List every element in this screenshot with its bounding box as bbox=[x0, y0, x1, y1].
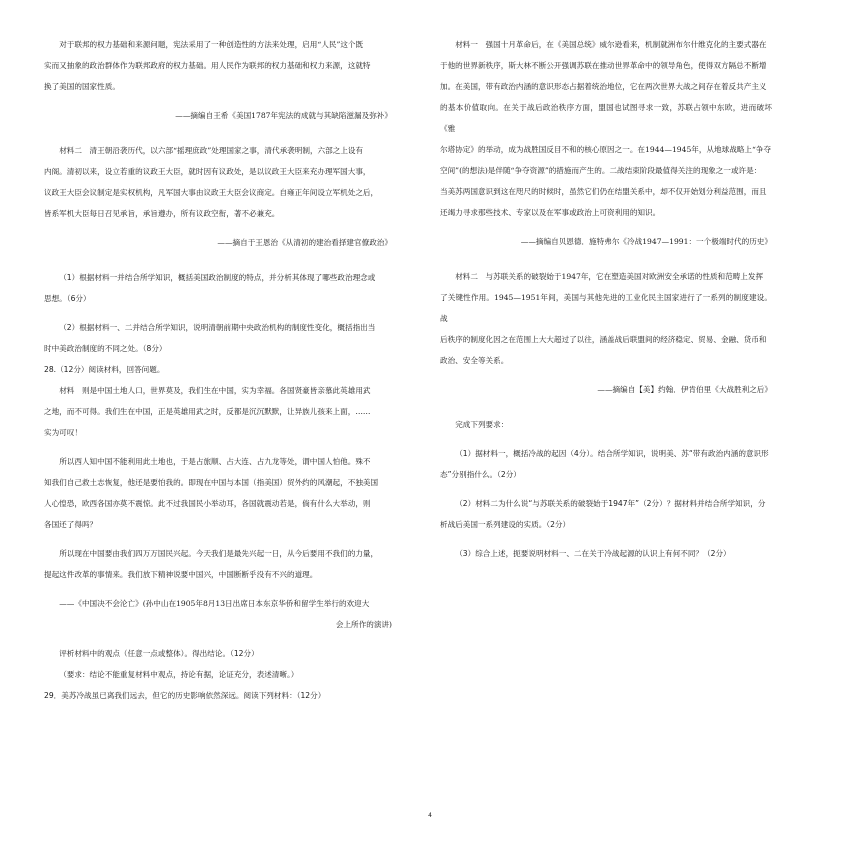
question-29-header: 29．美苏冷战虽已离我们远去，但它的历史影响依然深远。阅读下列材料：（12分） bbox=[44, 691, 326, 700]
material-2-line-4: 皆系军机大臣每日召见承旨，承旨遵办，所有议政空衔，著不必兼充。 bbox=[44, 209, 280, 218]
r-question-3: （3）综合上述，扼要说明材料一、二在关于冷战起源的认识上有何不同？（2分） bbox=[455, 549, 731, 558]
r-question-1-line-2: 态”分别指什么。（2分） bbox=[440, 470, 521, 479]
q28-material-line-3: 实为可叹！ bbox=[44, 428, 82, 437]
r-material-2-line-4: 政治、安全等关系。 bbox=[440, 356, 509, 365]
r-question-2-line-2: 析战后美国一系列建设的实质。（2分） bbox=[440, 520, 571, 529]
q28-requirement: （要求：结论不能重复材料中观点，持论有据，论证充分，表述清晰。） bbox=[59, 670, 299, 679]
q28-paragraph-2-line-1: 所以西人知中国不能利用此土地也，于是占旅顺、占大连、占九龙等处，谓中国人怕他。殊不 bbox=[59, 457, 371, 466]
r-source-citation-1: ——摘编自贝恩德．施特弗尔《冷战1947—1991：一个极端时代的历史》 bbox=[520, 237, 772, 246]
q28-material-line-1: 材料 则是中国土地人口，世界莫及，我们生在中国，实为幸福。各国贤豪皆亲慕此英雄用武 bbox=[59, 386, 371, 395]
q28-paragraph-3-line-1: 所以现在中国要由我们四万万国民兴起。今天我们是最先兴起一日，从今后要用不我们的力量， bbox=[59, 549, 379, 558]
q28-paragraph-2-line-4: 各国还了得吗？ bbox=[44, 520, 98, 529]
r-question-1-line-1: （1）据材料一，概括冷战的起因（4分）。结合所学知识，说明美、苏“带有政治内涵的意识形 bbox=[455, 449, 769, 458]
q28-paragraph-3-line-2: 提起这件改革的事情来。我们放下精神说要中国兴，中国断断乎没有不兴的道理。 bbox=[44, 570, 318, 579]
r-material-2-line-2: 了关键性作用。1945—1951年间，美国与其他先进的工业化民主国家进行了一系列的制度建设。战 bbox=[440, 293, 772, 323]
question-1-line-1: （1）根据材料一并结合所学知识，概括美国政治制度的特点，并分析其体现了哪些政治理念或 bbox=[59, 273, 376, 282]
paragraph-constitution-line-3: 换了美国的国家性质。 bbox=[44, 82, 120, 91]
r-material-1-line-4: 的基本价值取向。在关于战后政治秩序方面，盟国也试图寻求一致，苏联占领中东欧，进而破坏《雅 bbox=[440, 103, 772, 133]
material-2-line-2: 内阁。清初以来，设立若重的议政王大臣，就时因有议政处，是以议政王大臣来充办理军国大事， bbox=[44, 167, 371, 176]
r-material-1-line-3: 加。在美国，带有政治内涵的意识形态占据着统治地位，它在两次世界大战之间存在着反共产主义 bbox=[440, 82, 767, 91]
q28-material-line-2: 之地，而不可得。我们生在中国，正是英雄用武之时，反都是沉沉默默，让异族儿孩来上面，…… bbox=[44, 407, 371, 416]
r-material-2-line-3: 后秩序的制度化因之在范围上大大超过了以往，涵盖战后联盟间的经济稳定、贸易、金融、货币和 bbox=[440, 335, 767, 344]
paragraph-constitution-line-1: 对于联邦的权力基础和来源问题，宪法采用了一种创造性的方法来处理，启用“人民”这个既 bbox=[59, 40, 364, 49]
q28-task: 评析材料中的观点（任意一点或整体）。得出结论。（12分） bbox=[59, 649, 259, 658]
material-2-line-1: 材料二 清王朝沿袭历代，以六部“摇理庶政”处理国家之事，清代承袭明制，六部之上设有 bbox=[59, 146, 364, 155]
r-material-1-line-6: 空间”(的想法)是伴随“争夺资源”的措施而产生的。二战结束阶段最值得关注的现象之一或许是： bbox=[440, 166, 762, 175]
q28-paragraph-2-line-2: 知我们自己救土志恢复，他还是要怕我的。即现在中国与本国（指美国）贸外约的风潮起，不独美国 bbox=[44, 478, 379, 487]
question-28-header: 28.（12分）阅读材料，回答问题。 bbox=[44, 365, 165, 374]
q28-source-line-2: 会上所作的演讲) bbox=[335, 620, 392, 629]
source-citation-2: ——摘自于王恩治《从清初的建治看择建官僚政治》 bbox=[217, 238, 392, 247]
r-material-1-line-1: 材料一 强国十月革命后，在《美国总统》威尔逊看来，机制就洲布尔什维克化的主要式器在 bbox=[455, 40, 767, 49]
right-column bbox=[440, 34, 772, 564]
r-material-1-line-2: 于他的世界新秩序，斯大林不断公开强调苏联在推动世界革命中的领导角色，使得双方隔总不断增 bbox=[440, 61, 767, 70]
question-2-line-1: （2）根据材料一、二并结合所学知识，说明清朝前期中央政治机构的制度性变化，概括指出当 bbox=[59, 323, 376, 332]
r-material-1-line-5: 尔塔协定》的举动，成为战胜国反目不和的核心原因之一。在1944—1945年，从地球战略上“争夺 bbox=[440, 145, 772, 154]
question-2-line-2: 时中美政治制度的不同之处。（8分） bbox=[44, 344, 167, 353]
question-1-line-2: 思想。（6分） bbox=[44, 294, 91, 303]
paragraph-constitution-line-2: 实而又抽象的政治群体作为联邦政府的权力基础。用人民作为联邦的权力基础和权力来源，这就特 bbox=[44, 61, 371, 70]
q28-paragraph-2-line-3: 人心惶恐，欧西各国亦莫不震惊。此不过我国民小举动耳，各国就震动若是，倘有什么大举动，则 bbox=[44, 499, 371, 508]
page-number: 4 bbox=[428, 812, 432, 819]
q28-source-line-1: ——《中国决不会沦亡》(孙中山在1905年8月13日出席日本东京华侨和留学生举行的欢迎大 bbox=[59, 599, 370, 608]
r-material-1-line-8: 还竭力寻求那些技术、专家以及在军事或政治上可资利用的知识。 bbox=[440, 208, 661, 217]
source-citation-1: ——摘编自王希《美国1787年宪法的成就与其缺陷滋漏及弥补》 bbox=[175, 111, 392, 120]
r-material-1-line-7: 当美苏两国意识到这在咫尺的时候时，虽然它们仍在结盟关系中，却不仅开始划分利益范围，而且 bbox=[440, 187, 767, 196]
r-task-header: 完成下列要求： bbox=[455, 420, 509, 429]
left-column bbox=[44, 34, 392, 706]
r-question-2-line-1: （2）材料二为什么说“与苏联关系的破裂始于1947年”（2分）？据材料并结合所学知识，分 bbox=[455, 499, 766, 508]
r-material-2-line-1: 材料二 与苏联关系的破裂始于1947年，它在塑造美国对欧洲安全承诺的性质和范畴上发挥 bbox=[455, 272, 764, 281]
material-2-line-3: 议政王大臣会议制定是实权机构，凡军国大事由议政王大臣会议商定。自雍正年间设立军机处之后， bbox=[44, 188, 379, 197]
r-source-citation-2: ——摘编自【美】约翰．伊肯伯里《大战胜利之后》 bbox=[597, 385, 772, 394]
